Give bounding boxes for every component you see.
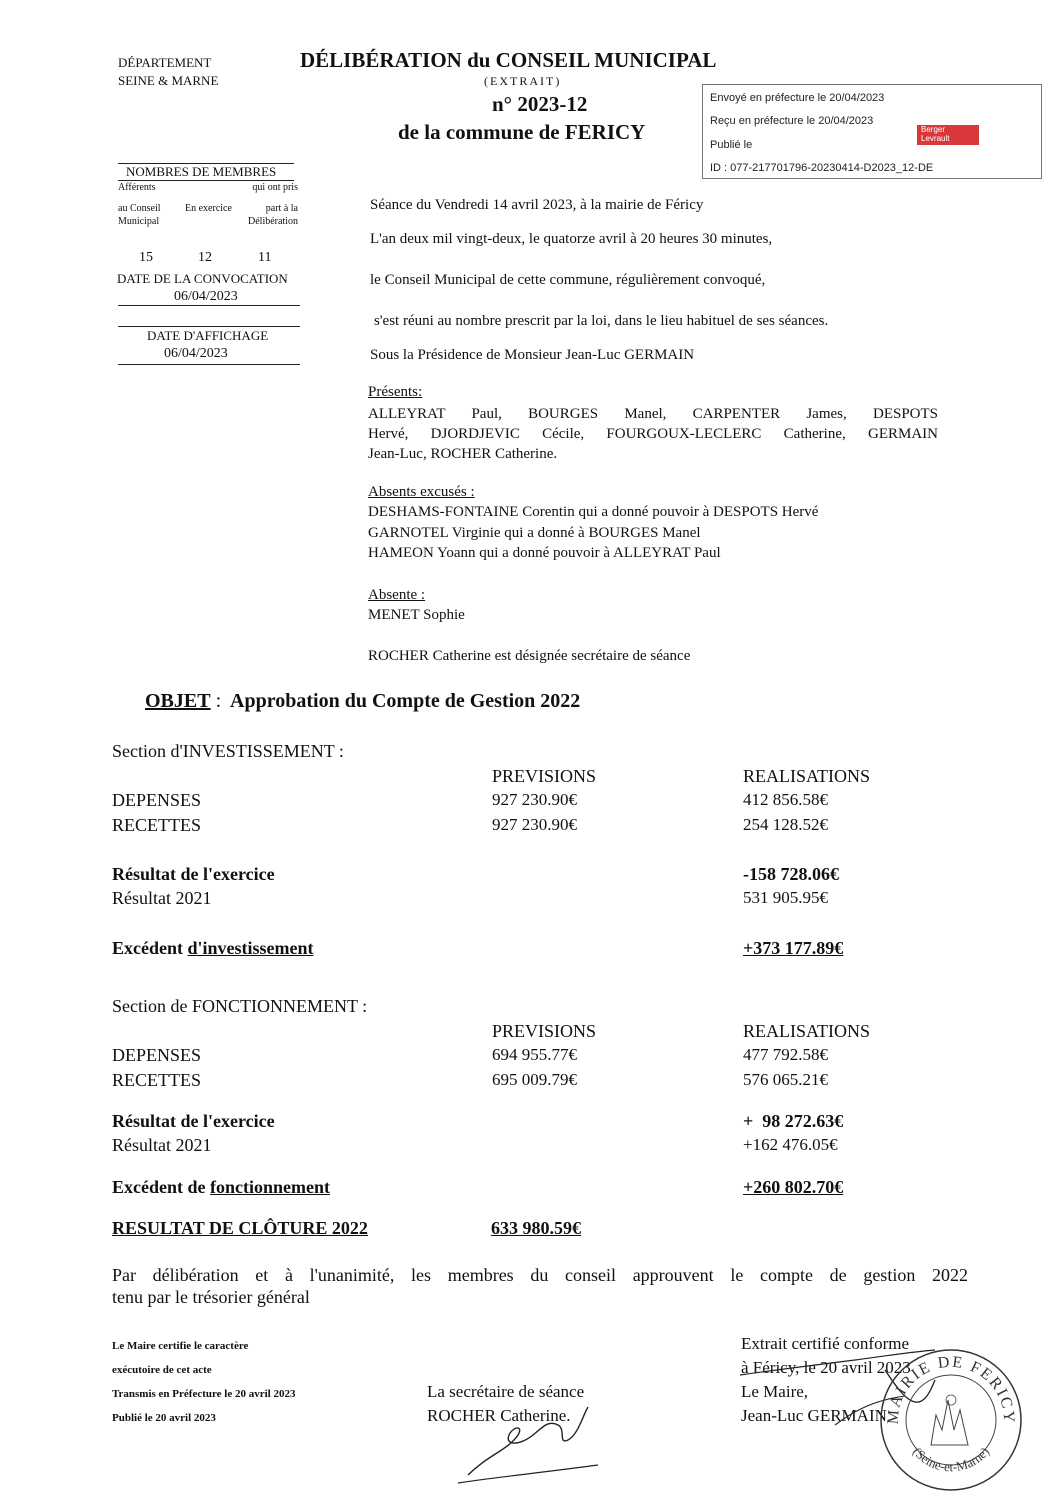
conclusion-line1: Par délibération et à l'unanimité, les membres du conseil approuvent le compte de gestion 2022 (112, 1265, 968, 1285)
excuses-line3: HAMEON Yoann qui a donné pouvoir à ALLEYRAT Paul (368, 545, 721, 561)
fonc-recettes-real: 576 065.21€ (743, 1070, 828, 1089)
convocation-label: DATE DE LA CONVOCATION (117, 271, 288, 286)
cloture-label: RESULTAT DE CLÔTURE 2022 (112, 1218, 368, 1238)
count-pris-part: 11 (258, 250, 272, 265)
inv-depenses-prev: 927 230.90€ (492, 790, 577, 809)
department-block (118, 54, 218, 90)
commune-title: de la commune de FERICY (398, 120, 646, 144)
presents-label: Présents: (368, 384, 423, 400)
fonc-recettes-label: RECETTES (112, 1070, 201, 1090)
fonc-excedent-value: +260 802.70€ (743, 1177, 844, 1197)
inv-resultat-2021-label: Résultat 2021 (112, 888, 212, 908)
objet-line (145, 690, 580, 713)
excuses-line1: DESHAMS-FONTAINE Corentin qui a donné pouvoir à DESPOTS Hervé (368, 504, 819, 520)
fonc-recettes-prev: 695 009.79€ (492, 1070, 577, 1089)
affichage-label: DATE D'AFFICHAGE (147, 328, 269, 343)
footer-line3: Transmis en Préfecture le 20 avril 2023 (112, 1388, 296, 1400)
fonc-resultat-exercice-value: + 98 272.63€ (743, 1111, 844, 1131)
fonc-col-previsions: PREVISIONS (492, 1021, 597, 1041)
affichage-date: 06/04/2023 (164, 346, 228, 361)
fonc-resultat-2021-label: Résultat 2021 (112, 1135, 212, 1155)
seance-line4: s'est réuni au nombre prescrit par la loi, dans le lieu habituel de ses séances. (374, 313, 829, 329)
fonc-excedent-label-a: Excédent de (112, 1177, 210, 1197)
members-col-exercice: En exercice (185, 203, 232, 214)
inv-depenses-label: DEPENSES (112, 790, 202, 810)
fonc-section-title: Section de FONCTIONNEMENT : (112, 996, 368, 1016)
divider (118, 326, 300, 327)
count-afferents: 15 (139, 250, 153, 265)
inv-recettes-label: RECETTES (112, 815, 201, 835)
inv-col-previsions: PREVISIONS (492, 766, 597, 786)
fonc-resultat-exercice-label: Résultat de l'exercice (112, 1111, 275, 1131)
berger-levrault-logo (917, 125, 979, 145)
inv-col-realisations: REALISATIONS (743, 766, 871, 786)
footer-line1: Le Maire certifie le caractère (112, 1340, 249, 1352)
inv-resultat-2021-value: 531 905.95€ (743, 888, 828, 907)
seance-line3: le Conseil Municipal de cette commune, régulièrement convoqué, (370, 272, 766, 288)
inv-recettes-real: 254 128.52€ (743, 815, 828, 834)
footer-certification (112, 1334, 296, 1430)
convocation-date: 06/04/2023 (174, 289, 238, 304)
stamp-recu: Reçu en préfecture le 20/04/2023 (710, 115, 874, 127)
col-label: Municipal (118, 216, 160, 227)
fonc-resultat-2021-value: +162 476.05€ (743, 1135, 838, 1154)
stamp-id: ID : 077-217701796-20230414-D2023_12-DE (710, 162, 934, 174)
presents-line3: Jean-Luc, ROCHER Catherine. (368, 446, 558, 462)
inv-resultat-exercice-value: -158 728.06€ (743, 864, 839, 884)
absente-label: Absente : (368, 587, 426, 603)
inv-recettes-prev: 927 230.90€ (492, 815, 577, 834)
seance-president: Sous la Présidence de Monsieur Jean-Luc GERMAIN (370, 347, 695, 363)
secretaire-name: ROCHER Catherine. (427, 1406, 571, 1425)
inv-excedent-label-b: d'investissement (187, 938, 314, 958)
stamp-publie: Publié le (710, 139, 753, 151)
conclusion-line2: tenu par le trésorier général (112, 1287, 310, 1307)
inv-excedent-value: +373 177.89€ (743, 938, 844, 958)
cert-line3: Le Maire, (741, 1382, 809, 1401)
secretaire-signature (448, 1395, 608, 1485)
objet-label: OBJET (145, 690, 211, 712)
fonc-depenses-real: 477 792.58€ (743, 1045, 828, 1064)
inv-depenses-real: 412 856.58€ (743, 790, 828, 809)
fonc-col-realisations: REALISATIONS (743, 1021, 871, 1041)
count-exercice: 12 (198, 250, 212, 265)
inv-excedent-label-a: Excédent (112, 938, 188, 958)
divider (118, 364, 300, 365)
extrait-label: (EXTRAIT) (484, 74, 562, 88)
seal-top-text: MAIRIE DE FERICY (884, 1353, 1018, 1425)
cert-line1: Extrait certifié conforme (741, 1334, 910, 1353)
prefecture-stamp (702, 84, 1042, 179)
fonc-depenses-prev: 694 955.77€ (492, 1045, 577, 1064)
inv-excedent-label (112, 938, 314, 959)
col-label: qui ont pris (252, 182, 298, 193)
presents-line2: Hervé, DJORDJEVIC Cécile, FOURGOUX-LECLERC Catherine, GERMAIN (368, 426, 938, 442)
excuses-line2: GARNOTEL Virginie qui a donné à BOURGES Manel (368, 525, 701, 541)
cloture-value: 633 980.59€ (491, 1218, 581, 1238)
col-label: au Conseil (118, 203, 161, 214)
deliberation-number: n° 2023-12 (492, 92, 588, 116)
logo-line1: Berger (921, 125, 946, 134)
secretaire-line: ROCHER Catherine est désignée secrétaire de séance (368, 648, 691, 664)
seance-line2: L'an deux mil vingt-deux, le quatorze avril à 20 heures 30 minutes, (370, 231, 773, 247)
footer-line4: Publié le 20 avril 2023 (112, 1412, 216, 1424)
fonc-excedent-label (112, 1177, 330, 1198)
absente-line1: MENET Sophie (368, 607, 465, 623)
document-title: DÉLIBÉRATION du CONSEIL MUNICIPAL (300, 48, 717, 72)
divider (118, 305, 300, 306)
inv-resultat-exercice-label: Résultat de l'exercice (112, 864, 275, 884)
stamp-envoye: Envoyé en préfecture le 20/04/2023 (710, 92, 885, 104)
members-col-pris-part (248, 181, 298, 228)
cert-line4: Jean-Luc GERMAIN (741, 1406, 887, 1425)
mairie-seal (876, 1345, 1026, 1495)
secretaire-title: La secrétaire de séance (427, 1382, 585, 1401)
col-label: Afférents (118, 182, 156, 193)
excuses-label: Absents excusés : (368, 484, 475, 500)
logo-line2: Levrault (921, 134, 950, 143)
objet-colon: : (210, 690, 222, 712)
fonc-depenses-label: DEPENSES (112, 1045, 202, 1065)
members-title: NOMBRES DE MEMBRES (126, 164, 277, 179)
footer-line2: exécutoire de cet acte (112, 1364, 212, 1376)
objet-title: Approbation du Compte de Gestion 2022 (230, 690, 581, 712)
seance-line1: Séance du Vendredi 14 avril 2023, à la mairie de Féricy (370, 197, 704, 213)
department-label: DÉPARTEMENT (118, 55, 212, 70)
svg-text:(Seine-et-Marne) (910, 1444, 992, 1474)
col-label: Délibération (248, 216, 298, 227)
presents-line1: ALLEYRAT Paul, BOURGES Manel, CARPENTER James, DESPOTS (368, 406, 938, 422)
members-col-afferents (118, 181, 161, 228)
cert-line2: à Féricy, le 20 avril 2023 (741, 1358, 911, 1377)
fonc-excedent-label-b: fonctionnement (210, 1177, 330, 1197)
col-label: part à la (265, 203, 298, 214)
seal-bottom-text: (Seine-et-Marne) (909, 1444, 993, 1475)
department-name: SEINE & MARNE (118, 73, 219, 88)
inv-section-title: Section d'INVESTISSEMENT : (112, 741, 344, 761)
